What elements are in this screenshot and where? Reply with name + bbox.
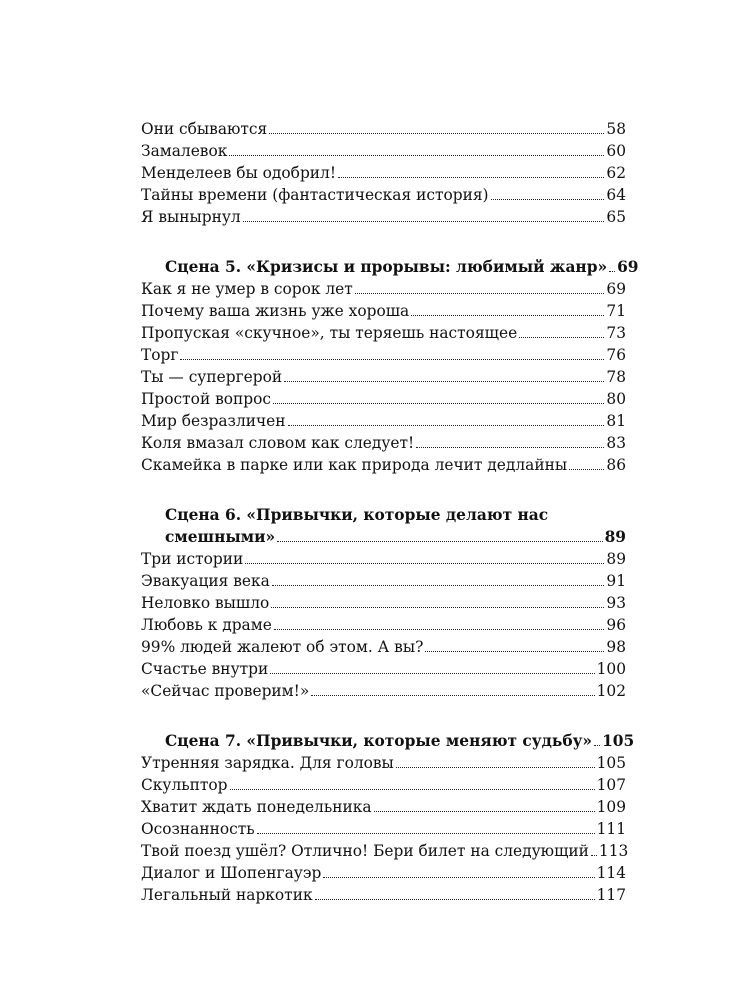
toc-entry <box>141 300 626 322</box>
entry-page: 73 <box>606 324 626 342</box>
entry-page: 60 <box>606 142 626 160</box>
entry-title: Счастье внутри <box>141 660 269 678</box>
dot-leader <box>519 334 604 338</box>
entry-page: 76 <box>606 346 626 364</box>
entry-title: Они сбываются <box>141 120 268 138</box>
dot-leader <box>272 582 605 586</box>
entry-title: 99% людей жалеют об этом. А вы? <box>141 638 424 656</box>
toc-entry <box>141 636 626 658</box>
entry-title: Осознанность <box>141 820 255 838</box>
entry-title: Любовь к драме <box>141 616 272 634</box>
dot-leader <box>396 764 595 768</box>
entry-page: 107 <box>596 776 626 794</box>
entry-page: 93 <box>606 594 626 612</box>
dot-leader <box>315 896 595 900</box>
section-title-line-2: смешными» <box>165 528 276 546</box>
toc-entry <box>141 322 626 344</box>
toc-entry <box>141 818 626 840</box>
section-heading <box>141 256 639 278</box>
entry-page: 98 <box>606 638 626 656</box>
toc-entry <box>141 592 626 614</box>
dot-leader <box>594 742 600 746</box>
toc-entry <box>141 140 626 162</box>
entry-page: 69 <box>606 280 626 298</box>
entry-title: Почему ваша жизнь уже хороша <box>141 302 410 320</box>
section-page: 89 <box>604 528 626 546</box>
dot-leader <box>416 444 604 448</box>
toc-entry <box>141 388 626 410</box>
entry-title: Замалевок <box>141 142 228 160</box>
toc-entry <box>141 774 626 796</box>
toc-entry <box>141 752 626 774</box>
dot-leader <box>411 312 604 316</box>
toc-entry <box>141 570 626 592</box>
entry-page: 91 <box>606 572 626 590</box>
dot-leader <box>491 196 605 200</box>
toc-entry <box>141 162 626 184</box>
toc-entry <box>141 614 626 636</box>
entry-title: Простой вопрос <box>141 390 272 408</box>
toc-entry <box>141 410 626 432</box>
dot-leader <box>355 290 605 294</box>
entry-page: 83 <box>606 434 626 452</box>
entry-title: Три истории <box>141 550 244 568</box>
entry-title: «Сейчас проверим!» <box>141 682 310 700</box>
entry-title: Мир безразличен <box>141 412 286 430</box>
table-of-contents <box>141 118 639 906</box>
entry-title: Коля вмазал словом как следует! <box>141 434 415 452</box>
entry-title: Легальный наркотик <box>141 886 313 904</box>
toc-entry <box>141 206 626 228</box>
entry-page: 81 <box>606 412 626 430</box>
section-heading <box>141 730 635 752</box>
dot-leader <box>374 808 595 812</box>
dot-leader <box>269 130 604 134</box>
dot-leader <box>338 174 604 178</box>
entry-page: 78 <box>606 368 626 386</box>
toc-section-scene-7 <box>141 730 635 906</box>
dot-leader <box>180 356 604 360</box>
dot-leader <box>609 268 615 272</box>
dot-leader <box>284 378 604 382</box>
entry-title: Торг <box>141 346 179 364</box>
entry-title: Диалог и Шопенгауэр <box>141 864 322 882</box>
dot-leader <box>591 852 597 856</box>
dot-leader <box>288 422 605 426</box>
entry-page: 114 <box>596 864 626 882</box>
entry-title: Как я не умер в сорок лет <box>141 280 353 298</box>
dot-leader <box>270 670 594 674</box>
toc-entry <box>141 862 626 884</box>
entry-title: Скамейка в парке или как природа лечит дедлайны <box>141 456 568 474</box>
section-title-line-2-row <box>141 526 626 548</box>
section-page: 69 <box>617 258 639 276</box>
entry-page: 105 <box>596 754 626 772</box>
dot-leader <box>230 786 595 790</box>
toc-section-scene-6 <box>141 504 626 702</box>
toc-entry <box>141 366 626 388</box>
entry-title: Неловко вышло <box>141 594 270 612</box>
toc-entry <box>141 118 626 140</box>
toc-entry <box>141 884 626 906</box>
entry-title: Скульптор <box>141 776 228 794</box>
dot-leader <box>311 692 594 696</box>
dot-leader <box>273 400 604 404</box>
dot-leader <box>243 218 605 222</box>
entry-title: Я вынырнул <box>141 208 241 226</box>
entry-page: 96 <box>606 616 626 634</box>
dot-leader <box>257 830 595 834</box>
toc-entry <box>141 548 626 570</box>
entry-page: 64 <box>606 186 626 204</box>
entry-title: Твой поезд ушёл? Отлично! Бери билет на следующий <box>141 842 589 860</box>
dot-leader <box>277 538 602 542</box>
entry-title: Тайны времени (фантастическая история) <box>141 186 489 204</box>
toc-entry <box>141 840 629 862</box>
entry-page: 89 <box>606 550 626 568</box>
section-title: Сцена 7. «Привычки, которые меняют судьбу» <box>165 732 593 750</box>
toc-entry <box>141 454 626 476</box>
entry-page: 111 <box>596 820 626 838</box>
section-title: Сцена 5. «Кризисы и прорывы: любимый жанр» <box>165 258 608 276</box>
toc-entry <box>141 796 626 818</box>
dot-leader <box>323 874 594 878</box>
toc-entry <box>141 344 626 366</box>
entry-title: Пропуская «скучное», ты теряешь настоящее <box>141 324 518 342</box>
dot-leader <box>425 648 604 652</box>
section-heading <box>141 504 626 548</box>
toc-entry <box>141 278 626 300</box>
entry-page: 102 <box>596 682 626 700</box>
toc-section-scene-5 <box>141 256 639 476</box>
dot-leader <box>569 466 604 470</box>
section-page: 105 <box>602 732 635 750</box>
toc-entry <box>141 658 626 680</box>
entry-title: Хватит ждать понедельника <box>141 798 372 816</box>
section-title-line-1: Сцена 6. «Привычки, которые делают нас <box>165 506 549 524</box>
toc-group-continuation <box>141 118 626 228</box>
entry-page: 71 <box>606 302 626 320</box>
entry-page: 58 <box>606 120 626 138</box>
entry-page: 117 <box>596 886 626 904</box>
entry-title: Утренняя зарядка. Для головы <box>141 754 394 772</box>
dot-leader <box>271 604 604 608</box>
entry-page: 62 <box>606 164 626 182</box>
entry-page: 65 <box>606 208 626 226</box>
toc-entry <box>141 184 626 206</box>
dot-leader <box>274 626 605 630</box>
toc-entry <box>141 432 626 454</box>
dot-leader <box>245 560 604 564</box>
entry-page: 109 <box>596 798 626 816</box>
entry-title: Эвакуация века <box>141 572 270 590</box>
toc-entry <box>141 680 626 702</box>
entry-page: 100 <box>596 660 626 678</box>
entry-title: Ты — супергерой <box>141 368 283 386</box>
entry-page: 86 <box>606 456 626 474</box>
entry-page: 80 <box>606 390 626 408</box>
entry-page: 113 <box>598 842 629 860</box>
dot-leader <box>229 152 604 156</box>
entry-title: Менделеев бы одобрил! <box>141 164 337 182</box>
